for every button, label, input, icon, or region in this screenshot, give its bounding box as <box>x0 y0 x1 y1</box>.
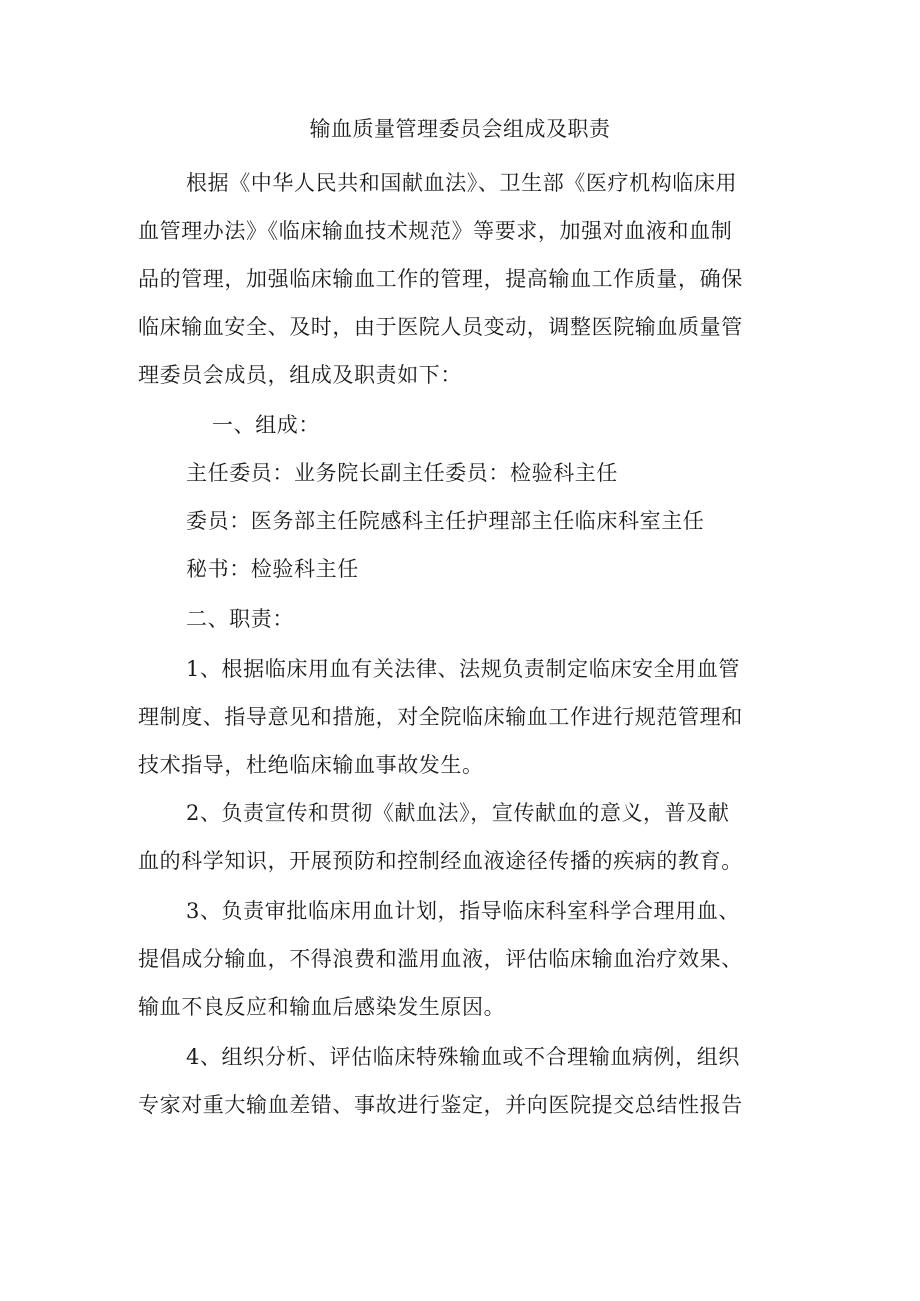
duty1-line-1: 1、根据临床用血有关法律、法规负责制定临床安全用血管 <box>186 657 740 681</box>
duty2-line-2: 血的科学知识，开展预防和控制经血液途径传播的疾病的教育。 <box>138 849 743 873</box>
intro-line-4: 临床输血安全、及时，由于医院人员变动，调整医院输血质量管 <box>138 315 743 339</box>
document-title: 输血质量管理委员会组成及职责 <box>309 117 611 141</box>
intro-line-5: 理委员会成员，组成及职责如下： <box>138 363 462 387</box>
duty3-line-3: 输血不良反应和输血后感染发生原因。 <box>138 995 506 1019</box>
duty1-line-2: 理制度、指导意见和措施，对全院临床输血工作进行规范管理和 <box>138 705 743 729</box>
intro-line-2: 血管理办法》《临床输血技术规范》等要求，加强对血液和血制 <box>138 219 733 243</box>
intro-line-1: 根据《中华人民共和国献血法》、卫生部《医疗机构临床用 <box>186 171 738 195</box>
duty2-line-1: 2、负责宣传和贯彻《献血法》，宣传献血的意义，普及献 <box>186 801 730 825</box>
intro-line-3: 品的管理，加强临床输血工作的管理，提高输血工作质量，确保 <box>138 267 743 291</box>
duty3-line-2: 提倡成分输血，不得浪费和滥用血液，评估临床输血治疗效果、 <box>138 947 743 971</box>
composition-secretary: 秘书：检验科主任 <box>186 557 359 581</box>
duty4-line-2: 专家对重大输血差错、事故进行鉴定，并向医院提交总结性报告 <box>138 1093 743 1117</box>
duty4-line-1: 4、组织分析、评估临床特殊输血或不合理输血病例，组织 <box>186 1045 740 1069</box>
duty3-line-1: 3、负责审批临床用血计划，指导临床科室科学合理用血、 <box>186 899 740 923</box>
composition-members: 委员：医务部主任院感科主任护理部主任临床科室主任 <box>186 509 705 533</box>
composition-chair: 主任委员：业务院长副主任委员：检验科主任 <box>186 461 618 485</box>
section-heading-duties: 二、职责： <box>186 607 294 631</box>
section-heading-composition: 一、组成： <box>212 413 320 437</box>
duty1-line-3: 技术指导，杜绝临床输血事故发生。 <box>138 753 484 777</box>
